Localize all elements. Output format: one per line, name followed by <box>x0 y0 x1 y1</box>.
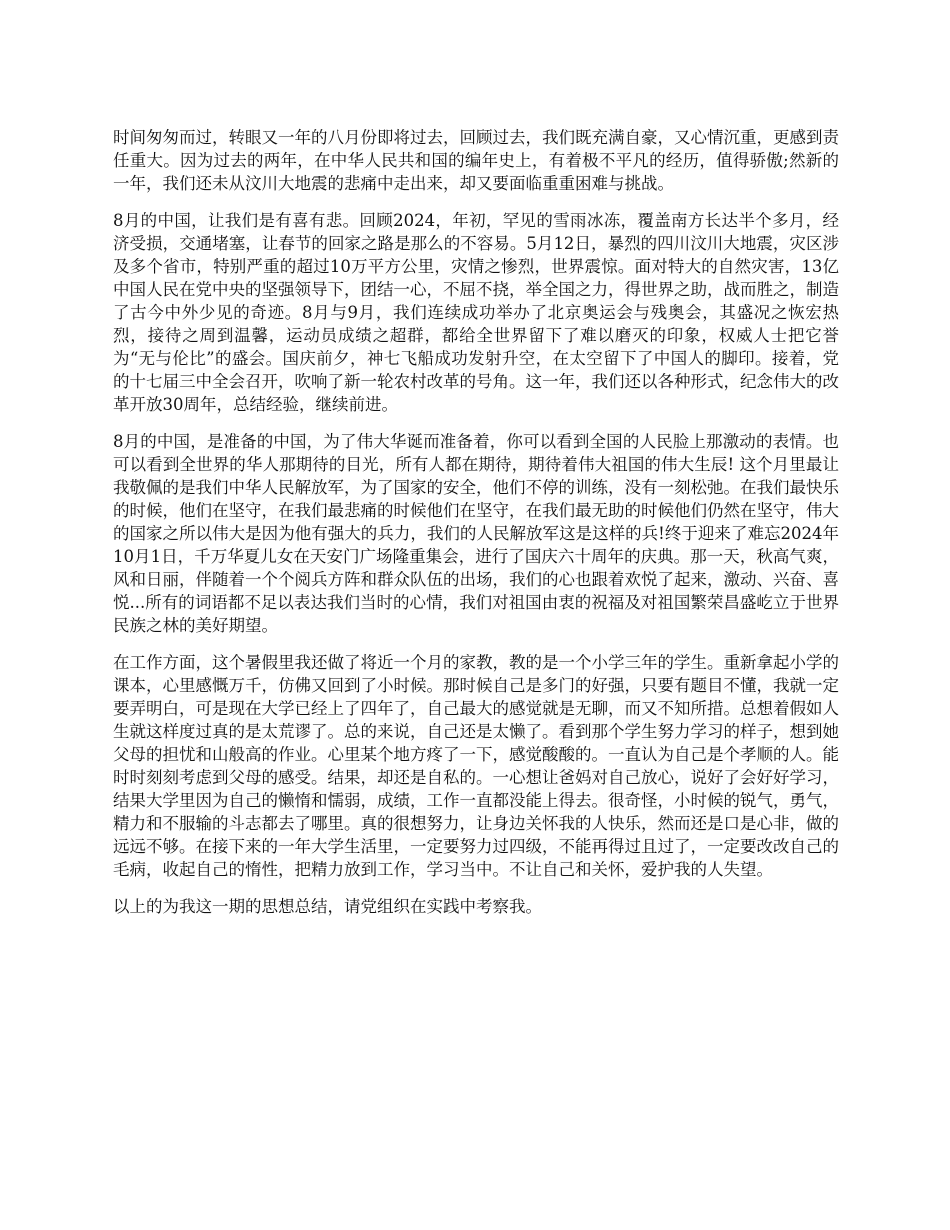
paragraph-intro: 时间匆匆而过，转眼又一年的八月份即将过去，回顾过去，我们既充满自豪，又心情沉重，更感到责任重大。因为过去的两年，在中华人民共和国的编年史上，有着极不平凡的经历，值得骄傲;然新的一年，我们还未从汶川大地震的悲痛中走出来，却又要面临重重困难与挑战。 <box>113 128 839 193</box>
paragraph-closing: 以上的为我这一期的思想总结，请党组织在实践中考察我。 <box>113 897 542 916</box>
paragraph-work: 在工作方面，这个暑假里我还做了将近一个月的家教，教的是一个小学三年的学生。重新拿起小学的课本，心里感慨万千，仿佛又回到了小时候。那时候自己是多门的好强，只要有题目不懂，我就一定要弄明白，可是现在大学已经上了四年了，自己最大的感觉就是无聊，而又不知所措。总想着假如人生就这样度过真的是太荒谬了。总的来说，自己还是太懒了。看到那个学生努力学习的样子，想到她父母的担忧和山般高的作业。心里某个地方疼了一下，感觉酸酸的。一直认为自己是个孝顺的人。能时时刻刻考虑到父母的感受。结果，却还是自私的。一心想让爸妈对自己放心，说好了会好好学习，结果大学里因为自己的懒惰和懦弱，成绩，工作一直都没能上得去。很奇怪，小时候的锐气，勇气，精力和不服输的斗志都去了哪里。真的很想努力，让身边关怀我的人快乐，然而还是口是心非，做的远远不够。在接下来的一年大学生活里，一定要努力过四级，不能再得过且过了，一定要改改自己的毛病，收起自己的惰性，把精力放到工作，学习当中。不让自己和关怀，爱护我的人失望。 <box>113 653 839 879</box>
paragraph-preparation: 8月的中国，是准备的中国，为了伟大华诞而准备着，你可以看到全国的人民脸上那激动的表情。也可以看到全世界的华人那期待的目光，所有人都在期待，期待着伟大祖国的伟大生辰! 这个月里最让我敬佩的是我们中华人民解放军，为了国家的安全，他们不停的训练，没有一刻松弛。在我们最快乐的时候，他们在坚守，在我们最悲痛的时候他们在坚守，在我们最无助的时候他们仍然在坚守，伟大的国家之所以伟大是因为他有强大的兵力，我们的人民解放军这是这样的兵!终于迎来了难忘2024年10月1日，千万华夏儿女在天安门广场隆重集会，进行了国庆六十周年的庆典。那一天，秋高气爽，风和日丽，伴随着一个个阅兵方阵和群众队伍的出场，我们的心也跟着欢悦了起来，激动、兴奋、喜悦...所有的词语都不足以表达我们当时的心情，我们对祖国由衷的祝福及对祖国繁荣昌盛屹立于世界民族之林的美好期望。 <box>113 432 839 635</box>
document-body <box>113 126 839 932</box>
paragraph-joys-and-sorrows: 8月的中国，让我们是有喜有悲。回顾2024，年初，罕见的雪雨冰冻，覆盖南方长达半个多月，经济受损，交通堵塞，让春节的回家之路是那么的不容易。5月12日，暴烈的四川汶川大地震，灾区涉及多个省市，特别严重的超过10万平方公里，灾情之惨烈，世界震惊。面对特大的自然灾害，13亿中国人民在党中央的坚强领导下，团结一心，不屈不挠，举全国之力，得世界之助，战而胜之，制造了古今中外少见的奇迹。8月与9月，我们连续成功举办了北京奥运会与残奥会，其盛况之恢宏热烈，接待之周到温馨，运动员成绩之超群，都给全世界留下了难以磨灭的印象，权威人士把它誉为“无与伦比”的盛会。国庆前夕，神七飞船成功发射升空，在太空留下了中国人的脚印。接着，党的十七届三中全会召开，吹响了新一轮农村改革的号角。这一年，我们还以各种形式，纪念伟大的改革开放30周年，总结经验，继续前进。 <box>113 211 839 414</box>
